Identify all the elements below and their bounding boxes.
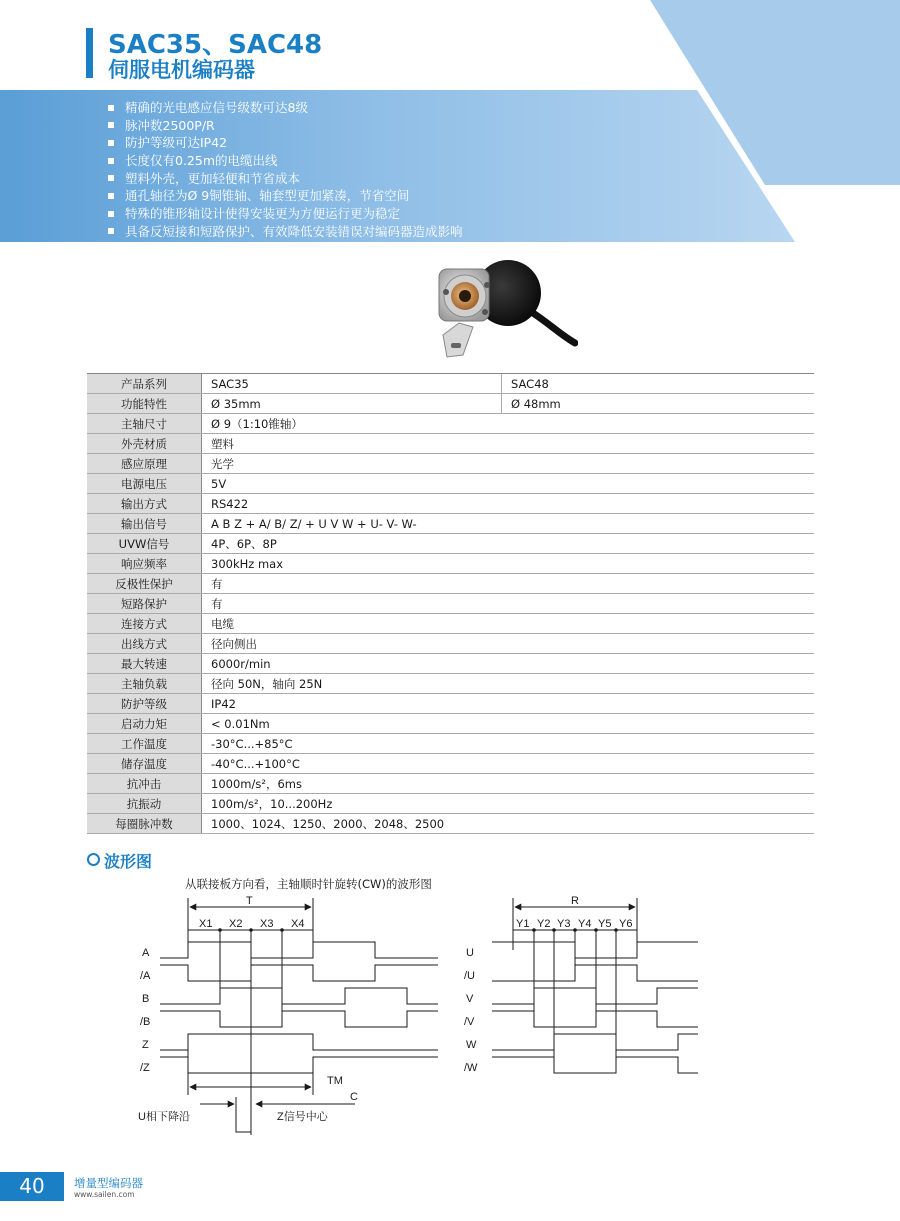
label-y3: Y3	[557, 918, 571, 930]
spec-value: -40°C...+100°C	[202, 754, 815, 774]
label-t: T	[246, 895, 253, 907]
feature-item: 长度仅有0.25m的电缆出线	[108, 152, 463, 170]
label-y6: Y6	[619, 918, 633, 930]
label-x1: X1	[199, 918, 213, 930]
feature-item: 特殊的锥形轴设计使得安装更为方便运行更为稳定	[108, 205, 463, 223]
spec-value: 径向侧出	[202, 634, 815, 654]
spec-value: 6000r/min	[202, 654, 815, 674]
signal-label-b: B	[142, 993, 150, 1005]
footer-url: www.sailen.com	[74, 1190, 135, 1199]
signal-label-z-inv: /Z	[140, 1062, 150, 1074]
signal-label-u: U	[466, 947, 474, 959]
label-y1: Y1	[516, 918, 530, 930]
spec-value: 1000、1024、1250、2000、2048、2500	[202, 814, 815, 834]
spec-value: RS422	[202, 494, 815, 514]
page-subtitle: 伺服电机编码器	[108, 58, 255, 82]
waveform-v	[492, 988, 698, 1004]
waveform-w-inv	[492, 1057, 698, 1073]
spec-value: 径向 50N，轴向 25N	[202, 674, 815, 694]
label-y2: Y2	[537, 918, 551, 930]
spec-value: 电缆	[202, 614, 815, 634]
u-falling-pulse	[236, 1097, 251, 1132]
spec-label: 出线方式	[87, 634, 202, 654]
spec-value: IP42	[202, 694, 815, 714]
spec-label: 每圈脉冲数	[87, 814, 202, 834]
spec-label: 输出信号	[87, 514, 202, 534]
spec-value: 1000m/s²，6ms	[202, 774, 815, 794]
feature-item: 通孔轴径为Ø 9铜锥轴、轴套型更加紧凑，节省空间	[108, 187, 463, 205]
waveform-b	[160, 988, 438, 1004]
waveform-u	[492, 942, 698, 958]
spec-label: 储存温度	[87, 754, 202, 774]
signal-label-b-inv: /B	[140, 1016, 151, 1028]
spec-label: 感应原理	[87, 454, 202, 474]
spec-label: 连接方式	[87, 614, 202, 634]
spec-label: 功能特性	[87, 394, 202, 414]
spec-value: 有	[202, 574, 815, 594]
spec-value: < 0.01Nm	[202, 714, 815, 734]
feature-item: 塑料外壳，更加轻便和节省成本	[108, 170, 463, 188]
waveform-w	[492, 1034, 698, 1050]
waveform-a	[160, 942, 438, 958]
waveform-section-title: 波形图	[104, 852, 153, 871]
spec-value: -30°C...+85°C	[202, 734, 815, 754]
spec-label: 电源电压	[87, 474, 202, 494]
spec-value: 4P、6P、8P	[202, 534, 815, 554]
spec-value: 100m/s²，10...200Hz	[202, 794, 815, 814]
spec-label: 防护等级	[87, 694, 202, 714]
label-u-falling: U相下降沿	[138, 1111, 190, 1123]
waveform-z-inv	[160, 1057, 438, 1073]
spec-label: 启动力矩	[87, 714, 202, 734]
spec-label: 主轴负载	[87, 674, 202, 694]
feature-item: 精确的光电感应信号级数可达8级	[108, 99, 463, 117]
spec-label: 抗冲击	[87, 774, 202, 794]
feature-item: 防护等级可达IP42	[108, 134, 463, 152]
waveform-b-inv	[160, 1011, 438, 1027]
spec-value: A B Z + A/ B/ Z/ + U V W + U- V- W-	[202, 514, 815, 534]
label-r: R	[571, 895, 579, 907]
waveform-v-inv	[492, 1011, 698, 1027]
label-x4: X4	[291, 918, 305, 930]
signal-label-z: Z	[142, 1039, 149, 1051]
spec-value: Ø 9（1:10锥轴）	[202, 414, 815, 434]
spec-value: 5V	[202, 474, 815, 494]
spec-label: 最大转速	[87, 654, 202, 674]
spec-value: SAC35	[202, 374, 502, 394]
label-y4: Y4	[578, 918, 592, 930]
spec-value: Ø 35mm	[202, 394, 502, 414]
signal-label-v: V	[466, 993, 474, 1005]
spec-label: 主轴尺寸	[87, 414, 202, 434]
spec-value: SAC48	[502, 374, 815, 394]
spec-value: 有	[202, 594, 815, 614]
spec-value: 光学	[202, 454, 815, 474]
label-z-center: Z信号中心	[277, 1111, 328, 1123]
label-y5: Y5	[598, 918, 612, 930]
waveform-u-inv	[492, 965, 698, 981]
page-number: 40	[19, 1174, 45, 1198]
label-x2: X2	[229, 918, 243, 930]
spec-label: 抗振动	[87, 794, 202, 814]
spec-label: 工作温度	[87, 734, 202, 754]
spec-label: 响应频率	[87, 554, 202, 574]
label-tm: TM	[327, 1075, 343, 1087]
spec-value: 300kHz max	[202, 554, 815, 574]
signal-label-a-inv: /A	[140, 970, 151, 982]
waveform-caption: 从联接板方向看，主轴顺时针旋转(CW)的波形图	[185, 877, 432, 891]
spec-label: UVW信号	[87, 534, 202, 554]
spec-value: 塑料	[202, 434, 815, 454]
spec-label: 产品系列	[87, 374, 202, 394]
spec-label: 输出方式	[87, 494, 202, 514]
footer-category: 增量型编码器	[74, 1176, 143, 1190]
waveform-a-inv	[160, 965, 438, 981]
signal-label-w: W	[466, 1039, 477, 1051]
spec-label: 外壳材质	[87, 434, 202, 454]
label-x3: X3	[260, 918, 274, 930]
signal-label-u-inv: /U	[464, 970, 475, 982]
spec-value: Ø 48mm	[502, 394, 815, 414]
feature-item: 具备反短接和短路保护、有效降低安装错误对编码器造成影响	[108, 223, 463, 241]
page-title: SAC35、SAC48	[108, 30, 323, 60]
spec-label: 反极性保护	[87, 574, 202, 594]
signal-label-w-inv: /W	[464, 1062, 478, 1074]
spec-label: 短路保护	[87, 594, 202, 614]
signal-label-a: A	[142, 947, 150, 959]
feature-item: 脉冲数2500P/R	[108, 117, 463, 135]
waveform-z	[160, 1034, 438, 1050]
label-c: C	[350, 1091, 358, 1103]
signal-label-v-inv: /V	[464, 1016, 475, 1028]
